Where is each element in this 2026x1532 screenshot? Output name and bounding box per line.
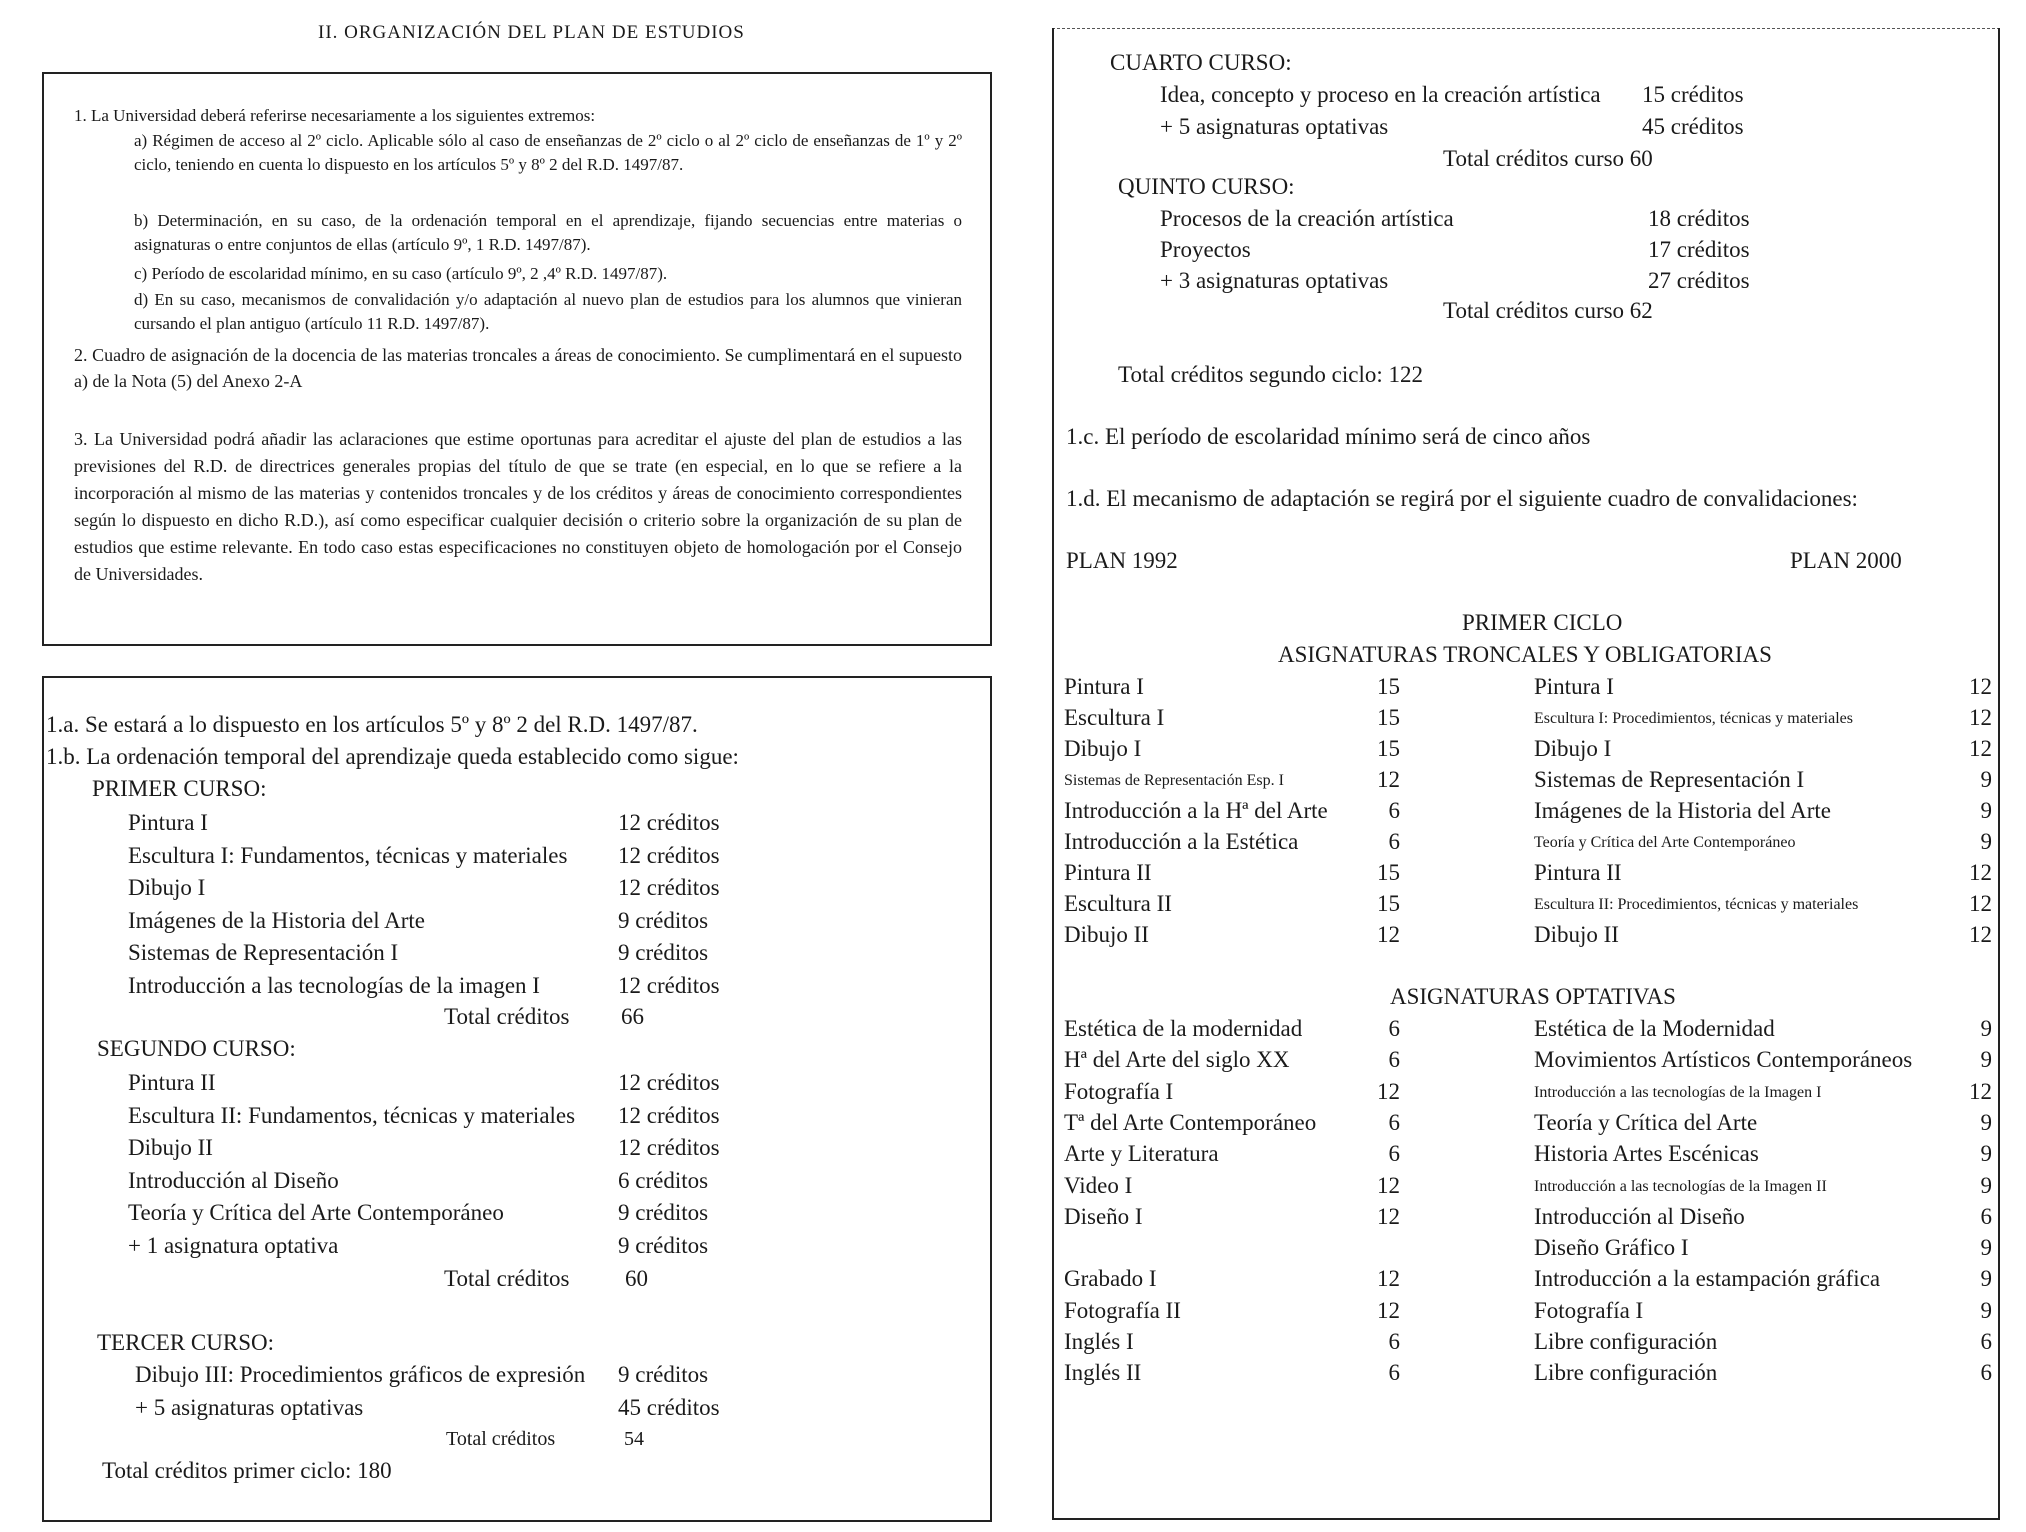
primer-curso-total-label: Total créditos	[444, 1004, 570, 1029]
instruction-item-3: 3. La Universidad podrá añadir las aclaraciones que estime oportunas para acreditar el ajuste del plan de estudios a las previsiones del R.D. de directrices generales propias del título de que se trate (en especial, en lo que se refiere a la incorporación al mismo de las materias y contenidos troncales y de los créditos y áreas de conocimiento correspondientes según lo dispuesto en dicho R.D.), así como especificar cualquier decisión o criterio sobre la organización de su plan de estudios que estime relevante. En todo caso estas especificaciones no constituyen objeto de homologación por el Consejo de Universidades.	[74, 429, 962, 584]
troncal-old-credits: 15	[1377, 860, 1400, 885]
troncal-new-credits: 12	[1969, 922, 1992, 947]
optativa-old-credits: 12	[1377, 1297, 1400, 1323]
right-frame-top	[1052, 28, 2000, 29]
segundo-subject-name: Dibujo II	[128, 1135, 213, 1160]
troncal-new-subject: Escultura II: Procedimientos, técnicas y materiales	[1534, 896, 1859, 913]
optativa-new-subject: Diseño Gráfico I	[1534, 1235, 1689, 1261]
section-1a: 1.a. Se estará a lo dispuesto en los artículos 5º y 8º 2 del R.D. 1497/87.	[46, 712, 698, 737]
troncal-new-credits: 12	[1969, 736, 1992, 761]
troncal-old-credits: 15	[1377, 705, 1400, 730]
primer-subject-name: Escultura I: Fundamentos, técnicas y materiales	[128, 842, 568, 868]
quinto-subject-credits: 17 créditos	[1648, 237, 1750, 262]
troncal-new-credits: 12	[1969, 860, 1992, 885]
troncal-new-subject: Imágenes de la Historia del Arte	[1534, 798, 1831, 823]
section-1b: 1.b. La ordenación temporal del aprendizaje queda establecido como sigue:	[46, 744, 739, 769]
quinto-curso-heading: QUINTO CURSO:	[1118, 174, 1295, 199]
tercer-curso-total-label: Total créditos	[446, 1428, 556, 1450]
segundo-subject-credits: 9 créditos	[618, 1232, 709, 1258]
section-title: II. ORGANIZACIÓN DEL PLAN DE ESTUDIOS	[318, 22, 745, 43]
optativa-new-credits: 9	[1980, 1235, 1992, 1261]
troncal-old-credits: 6	[1388, 829, 1400, 854]
troncal-old-subject: Pintura II	[1064, 860, 1152, 885]
optativa-new-subject: Introducción a las tecnologías de la Imagen II	[1534, 1177, 1827, 1195]
troncal-old-credits: 6	[1388, 798, 1400, 823]
segundo-subject-credits: 12 créditos	[618, 1070, 720, 1095]
troncal-old-credits: 12	[1377, 922, 1400, 947]
cuarto-subject-credits: 45 créditos	[1642, 114, 1744, 139]
optativa-old-subject: Fotografía II	[1064, 1297, 1181, 1323]
tercer-subject-name: + 5 asignaturas optativas	[135, 1394, 364, 1420]
segundo-subject-credits: 6 créditos	[618, 1167, 709, 1193]
segundo-subject-name: Teoría y Crítica del Arte Contemporáneo	[128, 1200, 504, 1225]
optativa-new-subject: Teoría y Crítica del Arte	[1534, 1109, 1758, 1135]
optativa-new-credits: 12	[1969, 1078, 1992, 1104]
quinto-curso-total: Total créditos curso 62	[1443, 298, 1653, 323]
troncal-new-subject: Sistemas de Representación I	[1534, 767, 1805, 792]
plan-2000-label: PLAN 2000	[1790, 548, 1902, 573]
optativa-new-subject: Estética de la Modernidad	[1534, 1016, 1775, 1041]
optativa-old-credits: 12	[1377, 1266, 1400, 1292]
optativa-new-credits: 9	[1980, 1047, 1992, 1073]
cuarto-subject-name: + 5 asignaturas optativas	[1160, 114, 1389, 139]
troncal-new-credits: 12	[1969, 705, 1992, 730]
instruction-item-d: d) En su caso, mecanismos de convalidación y/o adaptación al nuevo plan de estudios para los alumnos que vinieran cursando el plan antiguo (artículo 11 R.D. 1497/87).	[134, 290, 962, 333]
plan-1992-label: PLAN 1992	[1066, 548, 1178, 573]
troncal-old-credits: 15	[1377, 736, 1400, 761]
instruction-item-c: c) Período de escolaridad mínimo, en su caso (artículo 9º, 2 ,4º R.D. 1497/87).	[134, 264, 668, 283]
tercer-subject-credits: 45 créditos	[618, 1394, 720, 1420]
segundo-curso-total-label: Total créditos	[444, 1266, 570, 1291]
optativa-old-subject: Grabado I	[1064, 1266, 1157, 1292]
optativa-old-subject: Diseño I	[1064, 1203, 1143, 1229]
optativa-new-credits: 9	[1980, 1172, 1992, 1198]
troncal-new-credits: 12	[1969, 891, 1992, 916]
troncal-new-subject: Pintura I	[1534, 674, 1614, 699]
primer-subject-credits: 12 créditos	[618, 875, 720, 900]
primer-curso-total-value: 66	[621, 1004, 644, 1029]
optativa-new-subject: Libre configuración	[1534, 1329, 1718, 1354]
instruction-item-1: 1. La Universidad deberá referirse necesariamente a los siguientes extremos:	[74, 106, 596, 125]
instruction-item-2: 2. Cuadro de asignación de la docencia de las materias troncales a áreas de conocimiento. Se cumplimentará en el supuesto a) de la Nota (5) del Anexo 2-A	[74, 345, 962, 391]
primer-subject-name: Introducción a las tecnologías de la imagen I	[128, 972, 540, 998]
quinto-subject-credits: 18 créditos	[1648, 206, 1750, 231]
quinto-subject-credits: 27 créditos	[1648, 268, 1750, 293]
cuarto-subject-credits: 15 créditos	[1642, 82, 1744, 107]
optativa-old-credits: 6	[1388, 1109, 1400, 1135]
optativa-old-credits: 6	[1388, 1360, 1400, 1386]
optativa-old-subject: Video I	[1064, 1172, 1133, 1198]
troncal-old-subject: Dibujo II	[1064, 922, 1149, 947]
segundo-subject-name: Escultura II: Fundamentos, técnicas y materiales	[128, 1102, 576, 1128]
primer-subject-name: Imágenes de la Historia del Arte	[128, 907, 425, 933]
optativa-old-credits: 12	[1377, 1203, 1400, 1229]
optativa-old-subject: Arte y Literatura	[1064, 1141, 1219, 1167]
troncales-heading: ASIGNATURAS TRONCALES Y OBLIGATORIAS	[1278, 642, 1772, 667]
cuarto-curso-heading: CUARTO CURSO:	[1110, 50, 1292, 75]
segundo-curso-heading: SEGUNDO CURSO:	[97, 1036, 296, 1061]
optativa-old-subject: Tª del Arte Contemporáneo	[1064, 1109, 1317, 1135]
optativa-new-credits: 9	[1980, 1109, 1992, 1135]
segundo-subject-name: Pintura II	[128, 1070, 216, 1095]
troncal-old-subject: Pintura I	[1064, 674, 1144, 699]
primer-subject-name: Dibujo I	[128, 875, 206, 900]
section-1d: 1.d. El mecanismo de adaptación se regirá por el siguiente cuadro de convalidaciones:	[1066, 486, 1858, 511]
optativa-old-credits: 6	[1388, 1016, 1400, 1041]
troncal-old-subject: Dibujo I	[1064, 736, 1142, 761]
primer-subject-credits: 9 créditos	[618, 907, 709, 933]
optativa-old-subject: Inglés I	[1064, 1329, 1134, 1354]
segundo-subject-credits: 12 créditos	[618, 1135, 720, 1160]
troncal-old-credits: 12	[1377, 767, 1400, 792]
optativa-old-subject: Hª del Arte del siglo XX	[1064, 1047, 1290, 1073]
quinto-subject-name: Procesos de la creación artística	[1160, 206, 1454, 231]
troncal-new-subject: Teoría y Crítica del Arte Contemporáneo	[1534, 834, 1796, 851]
right-frame-left	[1052, 28, 1054, 1518]
primer-subject-credits: 9 créditos	[618, 940, 709, 965]
total-primer-ciclo: Total créditos primer ciclo: 180	[102, 1458, 392, 1483]
troncal-new-credits: 9	[1980, 829, 1992, 854]
right-frame-right	[1998, 28, 2000, 1518]
troncal-old-subject: Introducción a la Estética	[1064, 829, 1299, 854]
optativa-new-credits: 9	[1980, 1297, 1992, 1323]
primer-subject-credits: 12 créditos	[618, 810, 720, 835]
optativa-new-credits: 9	[1980, 1266, 1992, 1292]
troncal-new-credits: 9	[1980, 798, 1992, 823]
optativa-new-subject: Libre configuración	[1534, 1360, 1718, 1386]
primer-subject-credits: 12 créditos	[618, 842, 720, 868]
optativa-new-subject: Introducción a las tecnologías de la Imagen I	[1534, 1083, 1822, 1101]
optativa-old-credits: 12	[1377, 1078, 1400, 1104]
primer-ciclo-heading: PRIMER CICLO	[1462, 610, 1623, 635]
optativa-old-credits: 6	[1388, 1047, 1400, 1073]
troncal-old-credits: 15	[1377, 891, 1400, 916]
primer-subject-name: Pintura I	[128, 810, 208, 835]
optativa-new-credits: 6	[1980, 1329, 1992, 1354]
optativa-new-subject: Fotografía I	[1534, 1297, 1644, 1323]
segundo-subject-credits: 9 créditos	[618, 1200, 709, 1225]
troncal-old-credits: 15	[1377, 674, 1400, 699]
optativa-new-credits: 9	[1980, 1141, 1992, 1167]
segundo-subject-name: Introducción al Diseño	[128, 1167, 339, 1193]
troncal-new-credits: 9	[1980, 767, 1992, 792]
optativa-new-subject: Introducción al Diseño	[1534, 1203, 1745, 1229]
optativa-old-subject: Estética de la modernidad	[1064, 1016, 1303, 1041]
segundo-subject-credits: 12 créditos	[618, 1102, 720, 1128]
instructions-box	[42, 72, 992, 646]
optativa-new-subject: Movimientos Artísticos Contemporáneos	[1534, 1047, 1913, 1073]
tercer-subject-name: Dibujo III: Procedimientos gráficos de expresión	[135, 1362, 586, 1387]
optativa-new-credits: 6	[1980, 1360, 1992, 1386]
segundo-curso-total-value: 60	[625, 1266, 648, 1291]
troncal-new-subject: Dibujo II	[1534, 922, 1619, 947]
cuarto-subject-name: Idea, concepto y proceso en la creación artística	[1160, 82, 1601, 107]
optativa-old-subject: Fotografía I	[1064, 1078, 1174, 1104]
primer-subject-name: Sistemas de Representación I	[128, 940, 399, 965]
tercer-curso-total-value: 54	[624, 1428, 644, 1450]
troncal-old-subject: Escultura I	[1064, 705, 1165, 730]
troncal-new-subject: Pintura II	[1534, 860, 1622, 885]
troncal-old-subject: Escultura II	[1064, 891, 1172, 916]
troncal-new-subject: Dibujo I	[1534, 736, 1612, 761]
section-1c: 1.c. El período de escolaridad mínimo será de cinco años	[1066, 424, 1591, 449]
optativa-old-credits: 12	[1377, 1172, 1400, 1198]
troncal-old-subject: Sistemas de Representación Esp. I	[1064, 772, 1284, 789]
total-segundo-ciclo: Total créditos segundo ciclo: 122	[1118, 362, 1423, 387]
troncal-old-subject: Introducción a la Hª del Arte	[1064, 798, 1328, 823]
instruction-item-a: a) Régimen de acceso al 2º ciclo. Aplicable sólo al caso de enseñanzas de 2º ciclo o al 2º ciclo de enseñanzas de 1º y 2º ciclo, teniendo en cuenta lo dispuesto en los artículos 5º y 8º 2 del R.D. 1497/87.	[134, 131, 962, 174]
quinto-subject-name: + 3 asignaturas optativas	[1160, 268, 1389, 293]
optativas-heading: ASIGNATURAS OPTATIVAS	[1390, 984, 1676, 1009]
segundo-subject-name: + 1 asignatura optativa	[128, 1232, 339, 1258]
optativa-new-subject: Introducción a la estampación gráfica	[1534, 1266, 1881, 1292]
optativa-new-credits: 6	[1980, 1203, 1992, 1229]
right-frame-bottom	[1052, 1518, 2000, 1520]
troncal-new-subject: Escultura I: Procedimientos, técnicas y materiales	[1534, 710, 1853, 727]
troncal-new-credits: 12	[1969, 674, 1992, 699]
optativa-old-subject: Inglés II	[1064, 1360, 1142, 1386]
primer-curso-heading: PRIMER CURSO:	[92, 776, 267, 801]
optativa-old-credits: 6	[1388, 1329, 1400, 1354]
optativa-new-subject: Historia Artes Escénicas	[1534, 1141, 1759, 1167]
primer-subject-credits: 12 créditos	[618, 972, 720, 998]
quinto-subject-name: Proyectos	[1160, 237, 1251, 262]
tercer-curso-heading: TERCER CURSO:	[97, 1330, 275, 1355]
instruction-item-b: b) Determinación, en su caso, de la ordenación temporal en el aprendizaje, fijando secuencias entre materias o asignaturas o entre conjuntos de ellas (artículo 9º, 1 R.D. 1497/87).	[134, 211, 962, 254]
tercer-subject-credits: 9 créditos	[618, 1362, 709, 1387]
optativa-old-credits: 6	[1388, 1141, 1400, 1167]
optativa-new-credits: 9	[1980, 1016, 1992, 1041]
cuarto-curso-total: Total créditos curso 60	[1443, 146, 1653, 171]
